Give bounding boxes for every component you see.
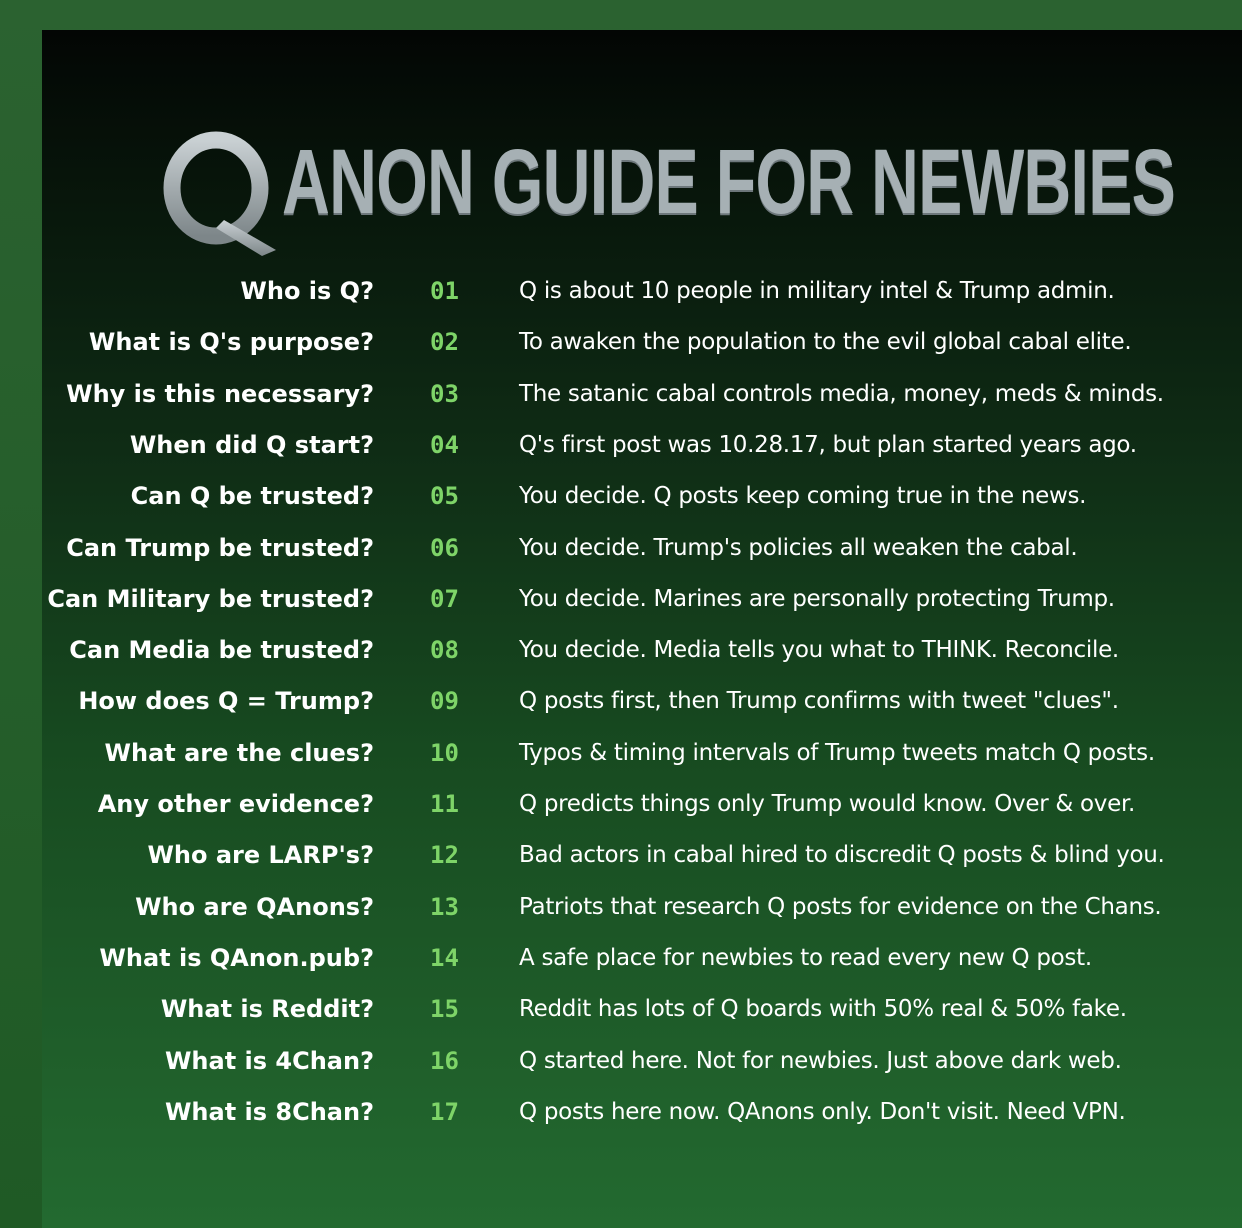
question-text: What is 8Chan? [164,1097,374,1126]
question-text: Who are LARP's? [147,841,374,870]
answer-text: Bad actors in cabal hired to discredit Q posts & blind you. [519,842,1165,869]
row-number: 02 [430,328,459,357]
answer-text: Reddit has lots of Q boards with 50% real & 50% fake. [519,996,1127,1023]
answer-text: Q is about 10 people in military intel & Trump admin. [519,278,1115,304]
list-item [0,882,1242,933]
question-text: Can Q be trusted? [130,482,374,511]
answer-text: Q posts here now. QAnons only. Don't visit. Need VPN. [519,1098,1126,1125]
row-number: 15 [430,995,459,1024]
row-number: 04 [430,430,459,459]
row-number: 01 [430,277,459,305]
row-number: 16 [430,1046,459,1075]
question-text: Who are QAnons? [135,892,374,921]
question-text: Can Military be trusted? [47,584,374,613]
row-number: 13 [430,892,459,921]
list-item [0,728,1242,779]
answer-text: Q's first post was 10.28.17, but plan started years ago. [519,431,1137,458]
q-logo-icon [158,128,278,258]
question-text: What is Q's purpose? [88,328,374,357]
answer-text: Q predicts things only Trump would know. Over & over. [519,791,1136,817]
row-number: 14 [430,943,459,972]
list-item [0,830,1242,881]
answer-text: Q posts first, then Trump confirms with tweet "clues". [519,688,1119,715]
question-text: When did Q start? [129,430,374,459]
row-number: 06 [430,533,459,562]
answer-text: The satanic cabal controls media, money, meds & minds. [519,380,1164,407]
question-text: Any other evidence? [97,790,374,818]
title-text: ANON GUIDE FOR NEWBIES [282,131,1176,233]
answer-text: You decide. Trump's policies all weaken the cabal. [519,534,1078,561]
row-number: 03 [430,379,459,408]
list-item [0,317,1242,368]
answer-text: You decide. Media tells you what to THINK. Reconcile. [519,637,1119,664]
row-number: 12 [430,841,459,870]
question-text: What is 4Chan? [164,1046,374,1075]
row-number: 05 [430,482,459,511]
list-item [0,1087,1242,1138]
list-item [0,574,1242,625]
list-item [0,369,1242,420]
answer-text: To awaken the population to the evil global cabal elite. [519,329,1132,356]
question-text: How does Q = Trump? [78,687,374,716]
question-text: What are the clues? [104,738,374,767]
answer-text: Q started here. Not for newbies. Just above dark web. [519,1047,1122,1074]
question-text: What is QAnon.pub? [99,943,374,972]
row-number: 10 [430,738,459,767]
answer-text: You decide. Marines are personally protecting Trump. [519,585,1115,612]
answer-text: You decide. Q posts keep coming true in the news. [519,483,1087,510]
row-number: 17 [430,1097,459,1126]
list-item [0,266,1242,317]
answer-text: Patriots that research Q posts for evidence on the Chans. [519,893,1162,920]
question-text: Who is Q? [240,277,374,305]
question-text: Why is this necessary? [66,379,374,408]
question-text: Can Trump be trusted? [66,533,374,562]
list-item [0,523,1242,574]
list-item [0,1036,1242,1087]
row-number: 11 [430,790,459,818]
question-text: What is Reddit? [160,995,374,1024]
list-item [0,984,1242,1035]
row-number: 09 [430,687,459,716]
list-item [0,471,1242,522]
answer-text: Typos & timing intervals of Trump tweets match Q posts. [519,739,1155,766]
list-item [0,420,1242,471]
question-text: Can Media be trusted? [69,636,374,665]
row-number: 07 [430,584,459,613]
answer-text: A safe place for newbies to read every new Q post. [519,944,1092,971]
page-title [150,118,1176,258]
list-item [0,933,1242,984]
list-item [0,779,1242,830]
row-number: 08 [430,636,459,665]
list-item [0,625,1242,676]
list-item [0,676,1242,727]
